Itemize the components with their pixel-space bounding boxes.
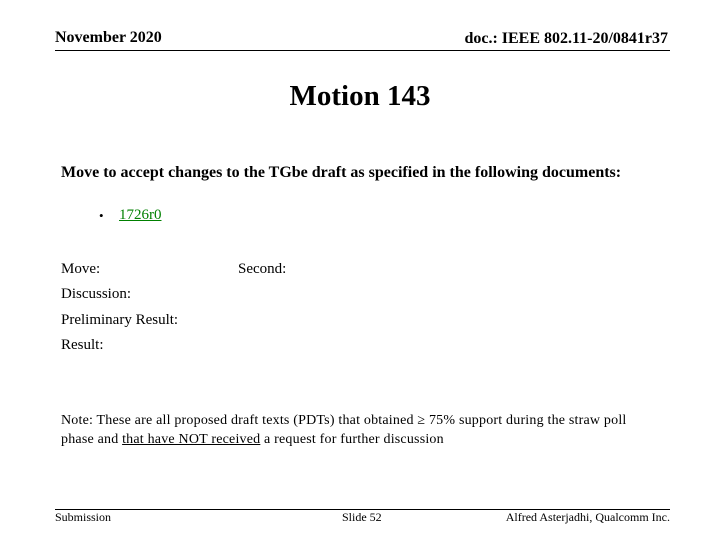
header-date: November 2020 bbox=[55, 29, 162, 46]
bullet-icon: • bbox=[99, 208, 104, 223]
motion-text: Move to accept changes to the TGbe draft as specified in the following documents: bbox=[61, 164, 622, 181]
note-part1: Note: These are all proposed draft texts (PDTs) that obtained ≥ 75% support during the straw poll phase and bbox=[61, 413, 627, 447]
slide-title: Motion 143 bbox=[289, 80, 431, 112]
note-text bbox=[61, 411, 661, 449]
note-part2: a request for further discussion bbox=[260, 432, 444, 447]
header-doc-id: doc.: IEEE 802.11-20/0841r37 bbox=[464, 30, 668, 47]
document-link[interactable]: 1726r0 bbox=[119, 207, 162, 223]
result-label: Result: bbox=[61, 337, 104, 353]
preliminary-result-label: Preliminary Result: bbox=[61, 312, 179, 328]
note-underlined: that have NOT received bbox=[122, 432, 261, 447]
footer-slide-number: Slide 52 bbox=[342, 510, 382, 524]
footer-submission: Submission bbox=[55, 510, 112, 524]
second-label: Second: bbox=[238, 261, 287, 277]
header-divider bbox=[55, 50, 670, 51]
move-label: Move: bbox=[61, 261, 101, 277]
footer-author: Alfred Asterjadhi, Qualcomm Inc. bbox=[505, 510, 670, 524]
discussion-label: Discussion: bbox=[61, 286, 132, 302]
